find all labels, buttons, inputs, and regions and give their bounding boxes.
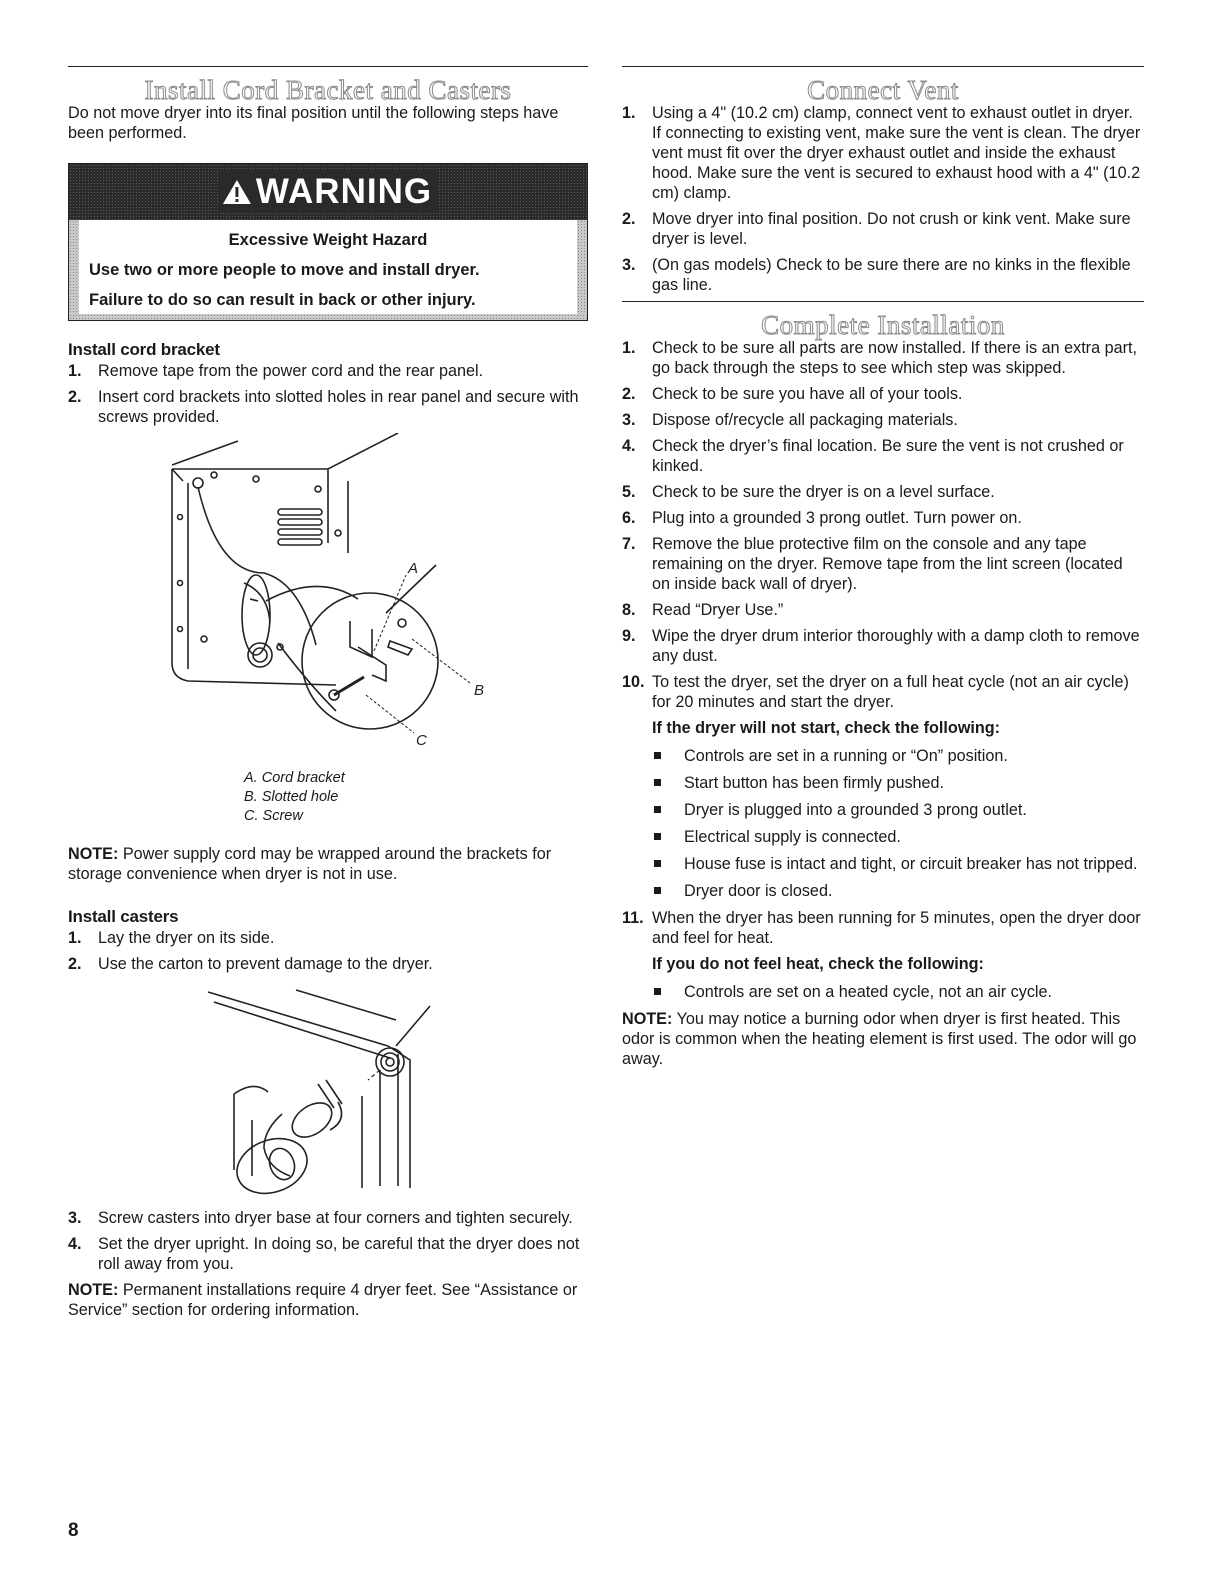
bullet-square-icon [654,779,661,786]
warning-hazard: Excessive Weight Hazard [228,231,428,249]
step-text: Plug into a grounded 3 prong outlet. Turn power on. [652,509,1022,527]
list-item [622,410,1144,430]
intro-text: Do not move dryer into its final position until the following steps have been performed. [68,104,559,142]
step-number: 9. [622,627,636,645]
section-divider [622,301,1144,302]
list-item [622,773,1144,793]
note-text: Permanent installations require 4 dryer feet. See “Assistance or Service” section for ordering information. [68,1281,578,1319]
step-number: 3. [622,411,636,429]
step-text: Remove the blue protective film on the console and any tape remaining on the dryer. Remove tape from the lint screen (located on inside back wall of dryer). [652,535,1123,593]
step-number: 1. [622,339,636,357]
list-item [622,827,1144,847]
note-label: NOTE: [622,1010,673,1028]
list-item [622,384,1144,404]
shade-right [577,220,587,320]
section-title-complete-installation: Complete Installation [761,310,1005,340]
step-number: 11. [622,909,644,927]
bullet-text: Controls are set in a running or “On” position. [684,747,1008,765]
bullet-square-icon [654,988,661,995]
bullet-square-icon [654,752,661,759]
caster-figure [68,980,588,1202]
step-text: Using a 4" (10.2 cm) clamp, connect vent to exhaust outlet in dryer. If connecting to existing vent, make sure the vent is clean. The dryer vent must fit over the dryer exhaust outlet and inside the exhaust hood. Make sure the vent is secured to exhaust hood with a 4" (10.2 cm) clamp. [652,104,1141,202]
cord-bracket-illustration [68,433,588,765]
list-item [622,103,1144,203]
step-number: 1. [68,362,82,380]
section-title-connect-vent: Connect Vent [807,75,959,105]
list-item [622,982,1144,1002]
step-text: (On gas models) Check to be sure there are no kinks in the flexible gas line. [652,256,1131,294]
bullet-square-icon [654,887,661,894]
step-number: 1. [68,929,82,947]
list-item [622,626,1144,666]
list-item [622,854,1144,874]
step-text: Dispose of/recycle all packaging materials. [652,411,958,429]
left-column [68,66,588,1320]
warning-label [218,171,438,213]
warning-line-1: Use two or more people to move and install dryer. [89,261,480,279]
list-item [68,1234,588,1274]
step-text: Check to be sure all parts are now installed. If there is an extra part, go back through the steps to see which step was skipped. [652,339,1137,377]
connect-vent-steps [622,103,1144,295]
shade-bottom [69,314,587,320]
list-item [68,387,588,427]
casters-steps-a [68,928,588,974]
right-column [622,66,1144,1069]
list-item [622,881,1144,901]
complete-installation-step-11 [622,908,1144,948]
list-item [622,600,1144,620]
bullet-square-icon [654,833,661,840]
step-number: 2. [622,210,636,228]
step-number: 10. [622,673,645,691]
bullet-square-icon [654,806,661,813]
list-item [622,800,1144,820]
list-item [68,1208,588,1228]
list-item [622,255,1144,295]
step-number: 2. [622,385,636,403]
list-item [622,534,1144,594]
heading-no-heat: If you do not feel heat, check the following: [652,955,984,973]
step-number: 4. [68,1235,82,1253]
bullet-text: Dryer is plugged into a grounded 3 prong outlet. [684,801,1027,819]
step-number: 6. [622,509,636,527]
warning-word: WARNING [255,172,433,211]
step-number: 2. [68,388,82,406]
step-text: Set the dryer upright. In doing so, be careful that the dryer does not roll away from you. [98,1235,580,1273]
bullet-text: Electrical supply is connected. [684,828,901,846]
heading-dryer-not-start: If the dryer will not start, check the following: [652,719,1001,737]
warning-triangle-icon [222,178,252,206]
step-text: Screw casters into dryer base at four corners and tighten securely. [98,1209,573,1227]
bullet-text: Dryer door is closed. [684,882,833,900]
step-number: 4. [622,437,636,455]
step-text: Insert cord brackets into slotted holes in rear panel and secure with screws provided. [98,388,579,426]
step-text: Move dryer into final position. Do not crush or kink vent. Make sure dryer is level. [652,210,1131,248]
note-text: Power supply cord may be wrapped around the brackets for storage convenience when dryer is not in use. [68,845,552,883]
page-number: 8 [68,1520,79,1541]
figure-label-a: A [408,560,419,577]
step-number: 7. [622,535,636,553]
list-item [622,482,1144,502]
caster-illustration [68,980,588,1202]
step-text: Use the carton to prevent damage to the dryer. [98,955,433,973]
step-text: Lay the dryer on its side. [98,929,275,947]
figure-label-b: B [474,682,485,699]
section-divider [68,66,588,67]
list-item [622,672,1144,712]
shade-left [69,220,79,320]
step-text: Remove tape from the power cord and the rear panel. [98,362,484,380]
step-text: Read “Dryer Use.” [652,601,784,619]
figure-label-c: C [416,732,427,749]
note-label: NOTE: [68,845,119,863]
list-item [622,746,1144,766]
list-item [622,908,1144,948]
casters-steps-b [68,1208,588,1274]
step-number: 1. [622,104,636,122]
heading-install-casters: Install casters [68,907,179,926]
note-label: NOTE: [68,1281,119,1299]
section-divider [622,66,1144,67]
note-power-cord [68,844,588,884]
step-text: To test the dryer, set the dryer on a full heat cycle (not an air cycle) for 20 minutes and start the dryer. [652,673,1129,711]
step-number: 2. [68,955,82,973]
bullet-text: House fuse is intact and tight, or circuit breaker has not tripped. [684,855,1138,873]
warning-line-2: Failure to do so can result in back or other injury. [89,291,476,309]
list-item [622,508,1144,528]
list-item [68,928,588,948]
note-permanent-installations [68,1280,588,1320]
caption-a: A. Cord bracket [244,770,345,786]
step-number: 3. [622,256,636,274]
heading-install-cord-bracket: Install cord bracket [68,340,220,359]
step-number: 5. [622,483,636,501]
warning-box [68,163,588,321]
bullet-text: Start button has been firmly pushed. [684,774,945,792]
list-item [622,338,1144,378]
list-item [622,209,1144,249]
bullet-square-icon [654,860,661,867]
caption-c: C. Screw [244,808,303,824]
list-item [622,436,1144,476]
figure-captions [244,769,588,826]
step-text: Check to be sure the dryer is on a level surface. [652,483,995,501]
note-burning-odor [622,1009,1144,1069]
step-text: Wipe the dryer drum interior thoroughly with a damp cloth to remove any dust. [652,627,1140,665]
caption-b: B. Slotted hole [244,789,339,805]
cord-bracket-steps [68,361,588,427]
complete-installation-steps [622,338,1144,712]
step-text: When the dryer has been running for 5 minutes, open the dryer door and feel for heat. [652,909,1141,947]
step-number: 8. [622,601,636,619]
cord-bracket-figure [68,433,588,765]
step-text: Check to be sure you have all of your tools. [652,385,963,403]
step-text: Check the dryer’s final location. Be sure the vent is not crushed or kinked. [652,437,1124,475]
list-item [68,361,588,381]
warning-band [69,164,587,220]
dryer-not-start-checklist [622,746,1144,901]
section-title-cord-bracket-casters: Install Cord Bracket and Casters [144,75,512,105]
no-heat-checklist [622,982,1144,1002]
list-item [68,954,588,974]
note-text: You may notice a burning odor when dryer is first heated. This odor is common when the heating element is first used. The odor will go away. [622,1010,1137,1068]
step-number: 3. [68,1209,82,1227]
bullet-text: Controls are set on a heated cycle, not an air cycle. [684,983,1053,1001]
